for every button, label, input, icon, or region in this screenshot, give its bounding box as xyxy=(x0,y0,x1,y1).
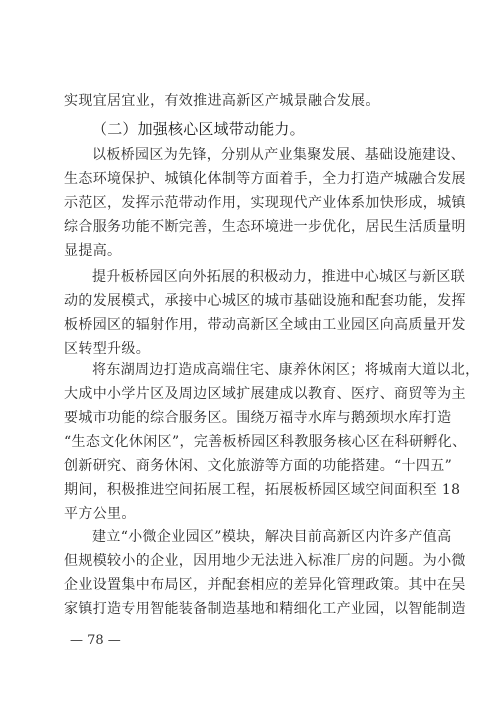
text-line: 企业设置集中布局区，并配套相应的差异化管理政策。其中在吴 xyxy=(64,577,466,593)
text-line: 创新研究、商务休闲、文化旅游等方面的功能搭建。“十四五” xyxy=(64,458,453,474)
text-line: 示范区，发挥示范带动作用，实现现代产业体系加快形成，城镇 xyxy=(64,195,466,211)
text-line: 生态环境保护、城镇化体制等方面着手，全力打造产城融合发展 xyxy=(64,171,466,187)
text-line: 显提高。 xyxy=(64,243,122,259)
text-line: “生态文化休闲区”，完善板桥园区科教服务核心区在科研孵化、 xyxy=(64,434,467,450)
text-line: 提升板桥园区向外拓展的积极动力，推进中心城区与新区联 xyxy=(92,269,466,285)
text-line: 家镇打造专用智能装备制造基地和精细化工产业园，以智能制造 xyxy=(64,601,466,617)
section-heading: （二）加强核心区域带动能力。 xyxy=(92,120,305,138)
text-line: 平方公里。 xyxy=(64,506,136,522)
text-line: 板桥园区的辐射作用，带动高新区全域由工业园区向高质量开发 xyxy=(64,317,466,333)
text-line: 建立“小微企业园区”模块，解决目前高新区内许多产值高 xyxy=(92,529,452,545)
text-line: 期间，积极推进空间拓展工程，拓展板桥园区域空间面积至 18 xyxy=(64,482,461,498)
text-line: 要城市功能的综合服务区。围绕万福寺水库与鹅颈坝水库打造 xyxy=(64,410,452,426)
text-line: 实现宜居宜业，有效推进高新区产城景融合发展。 xyxy=(64,93,380,109)
text-line: 但规模较小的企业，因用地少无法进入标准厂房的问题。为小微 xyxy=(64,553,466,569)
page-number: — 78 — xyxy=(70,633,121,648)
text-line: 动的发展模式，承接中心城区的城市基础设施和配套功能，发挥 xyxy=(64,293,466,309)
text-line: 大成中小学片区及周边区域扩展建成以教育、医疗、商贸等为主 xyxy=(64,386,466,402)
text-line: 综合服务功能不断完善，生态环境进一步优化，居民生活质量明 xyxy=(64,219,466,235)
text-line: 区转型升级。 xyxy=(64,341,151,357)
text-line: 将东湖周边打造成高端住宅、康养休闲区；将城南大道以北， xyxy=(92,362,480,378)
text-line: 以板桥园区为先锋，分别从产业集聚发展、基础设施建设、 xyxy=(92,147,466,163)
